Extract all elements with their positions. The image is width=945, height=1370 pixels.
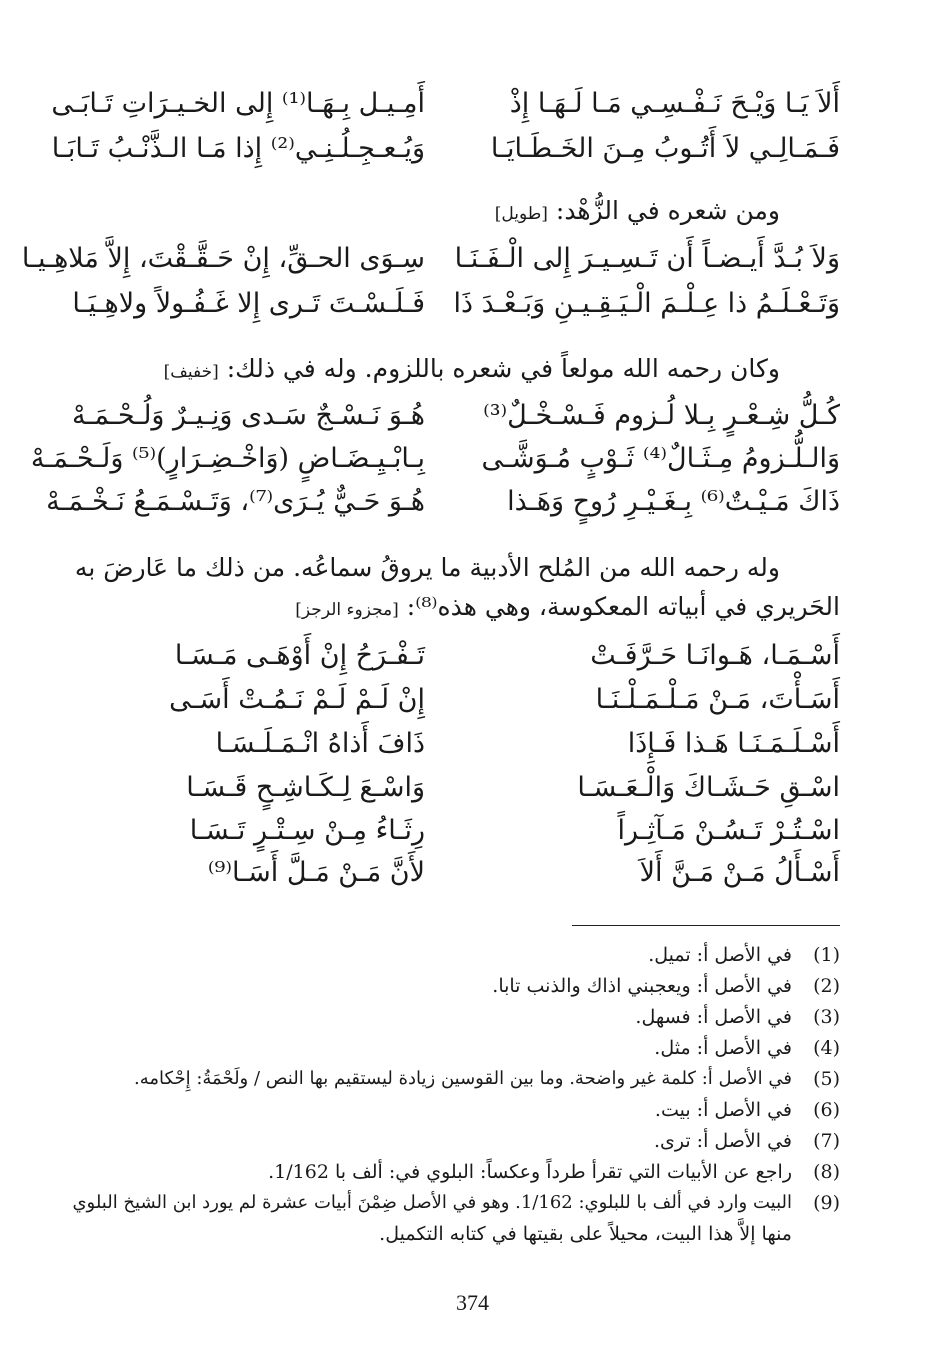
footnote-number: (3) — [813, 1006, 840, 1028]
footnote-number: (7) — [813, 1130, 840, 1152]
footnote-text: في الأصل أ: ويعجبني اذاك والذنب تابا. — [492, 975, 792, 997]
verse-4-left: فَـلَـسْـتَ تَـرى إِلا غَـفُـولاً ولاهِـيَـا — [72, 288, 425, 319]
mulah-paragraph-text: الحَريري في أبياته المعكوسة، وهي هذه⁽⁸⁾: — [406, 592, 840, 621]
footnote-number: (1) — [813, 944, 840, 966]
verse-5-left: هُـوَ نَـسْـجٌ سَـدى وَنِـيـرٌ وَلُـحْـمَـهْ — [71, 400, 425, 431]
zuhd-intro-text: ومن شعره في الزُّهْد: — [555, 196, 780, 225]
verse-3-left: سِـوَى الحـقِّ، إِنْ حَـقَّـقْتَ، إِلاَّ مَلاهِـيـا — [21, 243, 425, 274]
footnote-3 — [80, 1006, 840, 1032]
footnote-text: في الأصل أ: فسهل. — [635, 1006, 792, 1028]
page-number: 374 — [456, 1290, 489, 1315]
verse-9-right: أَسَـأْتَ، مَـنْ مَـلْـمَـلْـنَـا — [595, 684, 840, 715]
meter-label: [خفيف] — [163, 362, 219, 382]
footnote-5 — [80, 1068, 840, 1094]
footnote-number: (2) — [813, 975, 840, 997]
footnote-text: في الأصل أ: مثل. — [654, 1037, 792, 1059]
verse-6-left: بِـابْـيِـضَـاضٍ (وَاخْـضِـرَارٍ)⁽⁵⁾ وَلَـحْـمَـهْ — [30, 443, 425, 474]
verse-12-right: اسْـتُـرْ تَـسُـنْ مَـآثِـراً — [617, 815, 840, 846]
footnote-text: راجع عن الأبيات التي تقرأ طرداً وعكساً: البلوي في: ألف با 1/162. — [268, 1161, 792, 1183]
zuhd-intro — [495, 196, 780, 225]
footnote-4 — [80, 1037, 840, 1063]
verse-3-right: وَلاَ بُـدَّ أَيـضـاً أَن تَـسِـيـرَ إِلى الْـفَـنَـا — [454, 243, 840, 274]
footnote-number: (5) — [813, 1068, 840, 1090]
verse-13-right: أَسْـأَلُ مَـنْ مَـنَّ أَلاَ — [639, 857, 840, 888]
footnote-9 — [72, 1192, 840, 1252]
mulah-paragraph-line-1: وله رحمه الله من المُلح الأدبية ما يروقُ سماعُه. من ذلك ما عَارضَ به — [74, 553, 780, 582]
mulah-paragraph-line-2 — [295, 592, 840, 621]
verse-1-right: أَلاَ يَـا وَيْـحَ نَـفْـسِـي مَـا لَـهَـا إِذْ — [509, 88, 840, 119]
verse-6-right: وَالـلُّـزومُ مِـثَـالٌ⁽⁴⁾ ثَـوْبٍ مُـوَشَّـى — [481, 443, 840, 474]
verse-8-left: تَـفْـرَحُ إِنْ أَوْهَـى مَـسَـا — [174, 640, 425, 671]
verse-2-right: فَـمَـالِـي لاَ أَتُـوبُ مِـنَ الخَـطَـايَـا — [490, 133, 840, 164]
verse-7-left: هُـوَ حَـيٌّ يُـرَى⁽⁷⁾، وَتَـسْـمَـعُ نَـخْـمَـهْ — [46, 486, 425, 517]
footnote-number: (9) — [813, 1192, 840, 1214]
verse-1-left: أَمِـيـل بِـهَـا⁽¹⁾ إِلى الخـيـرَاتِ تَـابَـى — [51, 88, 425, 119]
footnote-8 — [80, 1161, 840, 1187]
footnote-number: (8) — [813, 1161, 840, 1183]
verse-4-right: وَتَـعْـلَـمُ ذا عِـلْـمَ الْـيَـقِـيـنِ وَبَـعْـدَ ذَا — [453, 288, 840, 319]
footnote-number: (4) — [813, 1037, 840, 1059]
footnote-text: البيت وارد في ألف با للبلوي: 1/162. وهو في الأصل ضِمْنَ أبيات عشرة لم يورد ابن الشيخ البلوي — [72, 1192, 792, 1213]
verse-10-right: أَسْـلَـمَـنَـا هَـذا فَـإِذَا — [627, 728, 840, 759]
verse-11-left: وَاسْـعَ لِـكَـاشِـحٍ قَـسَـا — [186, 772, 425, 803]
footnote-text-continued: منها إلاَّ هذا البيت، محيلاً على بقيتها في كتابه التكميل. — [379, 1223, 792, 1245]
verse-11-right: اسْـقِ حَـشَـاكَ وَالْـعَـسَـا — [577, 772, 840, 803]
verse-8-right: أَسْـمَـا، هَـوانَـا حَـرَّفَـتْ — [590, 640, 840, 671]
footnote-text: في الأصل أ: ترى. — [653, 1130, 792, 1152]
verse-12-left: رِثَـاءُ مِـنْ سِـتْـرٍ تَـسَـا — [189, 815, 425, 846]
footnote-6 — [80, 1099, 840, 1125]
verse-5-right: كُـلُّ شِـعْـرٍ بِـلا لُـزوم فَـسْـخْـلٌ⁽³⁾ — [483, 400, 840, 431]
verse-10-left: ذَافَ أَذاهُ انْـمَـلَـسَـا — [215, 728, 425, 759]
footnote-number: (6) — [813, 1099, 840, 1121]
verse-13-left: لأَنَّ مَـنْ مَـلَّ أَسَـا⁽⁹⁾ — [207, 857, 425, 888]
verse-2-left: وَيُـعـجِـلُـنِـي⁽²⁾ إِذا مَـا الـذَّنْـبُ تَـابَـا — [51, 133, 425, 164]
luzum-intro-text: وكان رحمه الله مولعاً في شعره باللزوم. وله في ذلك: — [226, 354, 780, 383]
footnote-7 — [80, 1130, 840, 1156]
footnote-divider — [572, 925, 840, 926]
footnote-1 — [80, 944, 840, 970]
verse-9-left: إِنْ لَـمْ لَـمْ نَـمُـتْ أَسَـى — [169, 684, 425, 715]
footnote-text: في الأصل أ: تميل. — [648, 944, 792, 966]
luzum-intro — [164, 354, 780, 383]
footnote-2 — [80, 975, 840, 1001]
meter-label: [مجزوء الرجز] — [295, 600, 399, 620]
footnote-text: في الأصل أ: كلمة غير واضحة. وما بين القوسين زيادة ليستقيم بها النص / ولَحْمَةُ: إِحْكامه. — [134, 1068, 792, 1089]
footnote-text: في الأصل أ: بيت. — [654, 1099, 792, 1121]
meter-label: [طويل] — [494, 204, 548, 224]
verse-7-right: ذَاكَ مَـيْـتٌ⁽⁶⁾ بِـغَـيْـرِ رُوحٍ وَهَـذا — [507, 486, 840, 517]
